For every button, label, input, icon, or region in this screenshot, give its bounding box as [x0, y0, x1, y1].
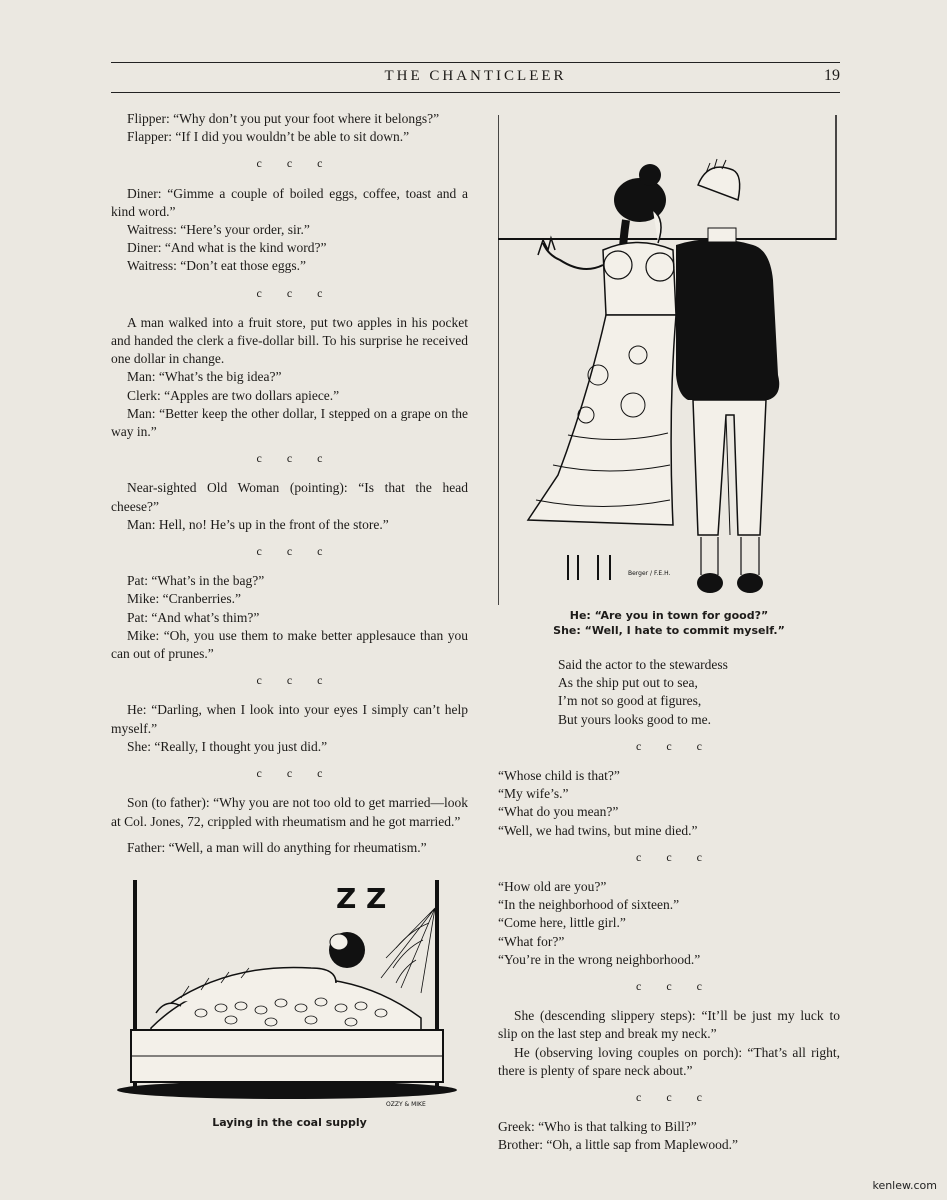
- joke-maplewood: [498, 1118, 840, 1154]
- section-separator: c c c: [256, 285, 323, 300]
- joke-line: Near-sighted Old Woman (pointing): “Is that the head cheese?”: [111, 480, 468, 514]
- section-separator: c c c: [256, 766, 323, 781]
- section-separator: c c c: [636, 979, 702, 994]
- left-column: [111, 110, 468, 865]
- header-bottom-rule: [111, 92, 840, 93]
- joke-whose-child: [498, 767, 840, 840]
- joke-line: Pat: “What’s in the bag?”: [127, 573, 265, 589]
- watermark: kenlew.com: [872, 1179, 937, 1192]
- joke-line: Clerk: “Apples are two dollars apiece.”: [127, 387, 340, 403]
- right-column: [498, 656, 840, 1163]
- joke-line: Pat: “And what’s thim?”: [127, 609, 260, 625]
- joke-line: Son (to father): “Why you are not too old to get married—look at Col. Jones, 72, crippled with rheumatism and he got married.”: [111, 795, 468, 829]
- joke-line: Waitress: “Here’s your order, sir.”: [127, 222, 310, 238]
- magazine-title: THE CHANTICLEER: [384, 68, 567, 84]
- section-separator: c c c: [256, 156, 323, 171]
- caption-line-she: She: “Well, I hate to commit myself.”: [553, 624, 785, 637]
- coal-caption: Laying in the coal supply: [212, 1116, 367, 1129]
- section-separator: c c c: [256, 673, 323, 688]
- joke-line: Man: “What’s the big idea?”: [127, 369, 282, 385]
- joke-line: Diner: “And what is the kind word?”: [127, 240, 327, 256]
- joke-line: Greek: “Who is that talking to Bill?”: [498, 1119, 697, 1135]
- couple-illustration: [498, 115, 840, 605]
- page-header: [111, 68, 840, 90]
- joke-neighborhood: [498, 878, 840, 969]
- joke-line: He (observing loving couples on porch): “That’s all right, there is plenty of spare neck about.”: [498, 1044, 840, 1078]
- joke-line: Flapper: “If I did you wouldn’t be able to sit down.”: [127, 129, 410, 145]
- section-separator: c c c: [636, 738, 702, 753]
- joke-line: “What do you mean?”: [498, 804, 619, 820]
- poem-line: As the ship put out to sea,: [558, 675, 698, 691]
- illustrator-signature: OZZY & MIKE: [386, 1101, 426, 1108]
- actor-poem: [498, 656, 840, 729]
- joke-fruit-store: [111, 314, 468, 441]
- joke-line: She: “Really, I thought you just did.”: [127, 738, 328, 754]
- coal-bin-illustration: [111, 868, 468, 1108]
- caption-line-he: He: “Are you in town for good?”: [569, 609, 769, 622]
- poem-line: But yours looks good to me.: [558, 711, 712, 727]
- joke-line: “My wife’s.”: [498, 786, 569, 802]
- joke-line: A man walked into a fruit store, put two apples in his pocket and handed the clerk a five-dollar bill. To his surprise he received one dollar in change.: [111, 314, 468, 367]
- poem-line: Said the actor to the stewardess: [558, 657, 728, 672]
- joke-diner: [111, 185, 468, 276]
- section-separator: c c c: [636, 1090, 702, 1105]
- joke-line: “Whose child is that?”: [498, 768, 620, 784]
- joke-line: “How old are you?”: [498, 879, 607, 895]
- joke-line: Father: “Well, a man will do anything for rheumatism.”: [127, 839, 427, 855]
- joke-line: “Well, we had twins, but mine died.”: [498, 822, 698, 838]
- joke-cranberries: [111, 572, 468, 663]
- joke-head-cheese: [111, 479, 468, 534]
- joke-line: “You’re in the wrong neighborhood.”: [498, 951, 701, 967]
- section-separator: c c c: [256, 451, 323, 466]
- illustrator-signature: Berger / F.E.H.: [628, 570, 671, 577]
- joke-line: Mike: “Cranberries.”: [127, 591, 241, 607]
- snore-text: Z Z: [336, 882, 387, 915]
- joke-slippery-steps: [498, 1007, 840, 1080]
- joke-father-reply: [111, 839, 468, 857]
- section-separator: c c c: [256, 544, 323, 559]
- joke-line: Mike: “Oh, you use them to make better applesauce than you can out of prunes.”: [111, 627, 468, 662]
- joke-son-father: [111, 794, 468, 830]
- header-top-rule: [111, 62, 840, 63]
- couple-caption: [498, 608, 840, 638]
- joke-line: Waitress: “Don’t eat those eggs.”: [127, 258, 306, 274]
- joke-line: “In the neighborhood of sixteen.”: [498, 897, 680, 913]
- joke-line: Flipper: “Why don’t you put your foot where it belongs?”: [127, 111, 440, 126]
- joke-line: She (descending slippery steps): “It’ll be just my luck to slip on the last step and break my neck.”: [498, 1008, 840, 1042]
- joke-line: Brother: “Oh, a little sap from Maplewood.”: [498, 1137, 738, 1153]
- joke-line: Diner: “Gimme a couple of boiled eggs, coffee, toast and a kind word.”: [111, 185, 468, 219]
- section-separator: c c c: [636, 849, 702, 864]
- poem-line: I’m not so good at figures,: [558, 693, 702, 709]
- joke-line: “What for?”: [498, 933, 565, 949]
- joke-line: Man: Hell, no! He’s up in the front of the store.”: [127, 516, 389, 532]
- joke-darling: [111, 701, 468, 756]
- couple-drawing: [498, 115, 840, 605]
- joke-flipper: [111, 110, 468, 146]
- joke-line: He: “Darling, when I look into your eyes I simply can’t help myself.”: [111, 702, 468, 736]
- joke-line: “Come here, little girl.”: [498, 915, 626, 931]
- joke-line: Man: “Better keep the other dollar, I stepped on a grape on the way in.”: [111, 405, 468, 440]
- coal-bin-drawing: [111, 868, 468, 1108]
- page-number: 19: [824, 67, 840, 84]
